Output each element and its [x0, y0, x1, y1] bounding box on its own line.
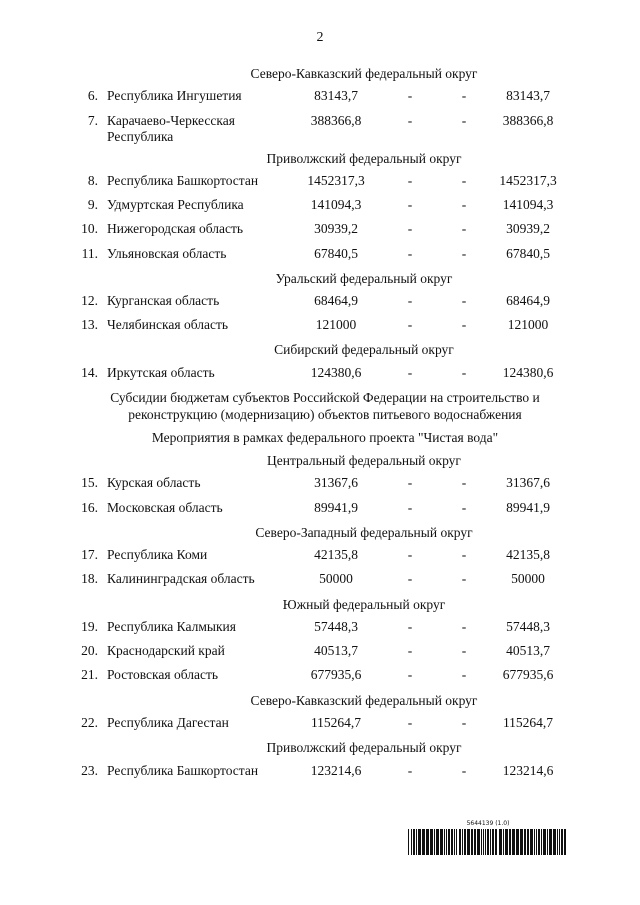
row-number: 12.	[81, 293, 98, 309]
row-number: 16.	[81, 499, 98, 515]
row-number: 6.	[87, 88, 98, 104]
page-number: 2	[316, 30, 324, 45]
row-number: 14.	[81, 364, 98, 380]
table-row	[0, 760, 640, 784]
dash-cell: -	[461, 364, 467, 380]
subsidy-amount: 57448,3	[314, 618, 358, 634]
dash-cell: -	[407, 499, 413, 515]
dash-cell: -	[461, 475, 467, 491]
region-name: Республика Коми	[107, 547, 208, 563]
dash-cell: -	[461, 317, 467, 333]
dash-cell: -	[407, 112, 413, 128]
subsidy-amount: 31367,6	[314, 475, 358, 491]
total-amount: 42135,8	[506, 547, 550, 563]
row-number: 13.	[81, 317, 98, 333]
subsidy-amount: 1452317,3	[307, 172, 365, 188]
subsidy-amount: 123214,6	[310, 762, 362, 778]
dash-cell: -	[407, 197, 413, 213]
table-row	[0, 362, 640, 386]
dash-cell: -	[407, 475, 413, 491]
subsidy-amount: 30939,2	[314, 221, 358, 237]
row-number: 17.	[81, 547, 98, 563]
total-amount: 57448,3	[506, 618, 550, 634]
region-name: Иркутская область	[107, 364, 215, 380]
dash-cell: -	[461, 618, 467, 634]
subsidy-amount: 89941,9	[314, 499, 358, 515]
table-row	[0, 616, 640, 640]
dash-cell: -	[461, 499, 467, 515]
region-name: Челябинская область	[107, 317, 229, 333]
row-number: 8.	[87, 172, 98, 188]
barcode-icon	[408, 829, 568, 855]
table-row	[0, 664, 640, 688]
table-row	[0, 712, 640, 736]
district-heading: Северо-Кавказский федеральный округ	[250, 66, 478, 81]
total-amount: 124380,6	[502, 364, 554, 380]
region-name: Республика Башкортостан	[107, 762, 259, 778]
row-number: 20.	[81, 643, 98, 659]
dash-cell: -	[461, 667, 467, 683]
row-number: 23.	[81, 762, 98, 778]
subsidy-amount: 141094,3	[310, 197, 362, 213]
dash-cell: -	[461, 643, 467, 659]
region-name: Московская область	[107, 499, 223, 515]
total-amount: 50000	[511, 571, 545, 587]
total-amount: 83143,7	[506, 88, 550, 104]
subsidy-amount: 50000	[319, 571, 353, 587]
region-name: Республика Калмыкия	[107, 618, 236, 634]
dash-cell: -	[407, 547, 413, 563]
subsidy-amount: 42135,8	[314, 547, 358, 563]
district-heading: Северо-Западный федеральный округ	[255, 524, 473, 540]
dash-cell: -	[407, 293, 413, 309]
total-amount: 89941,9	[506, 499, 550, 515]
table-row	[0, 194, 640, 218]
dash-cell: -	[461, 245, 467, 261]
region-name: Ростовская область	[107, 667, 218, 683]
subsidy-amount: 677935,6	[310, 667, 362, 683]
row-number: 7.	[87, 112, 98, 128]
region-name: Республика Дагестан	[107, 714, 229, 730]
district-heading: Северо-Кавказский федеральный округ	[250, 692, 478, 708]
region-name: Нижегородская область	[107, 221, 244, 237]
region-name: Республика Ингушетия	[107, 88, 242, 104]
table-row	[0, 497, 640, 521]
subsidy-amount: 388366,8	[310, 112, 362, 128]
dash-cell: -	[461, 293, 467, 309]
total-amount: 141094,3	[502, 197, 554, 213]
dash-cell: -	[407, 571, 413, 587]
dash-cell: -	[461, 88, 467, 104]
dash-cell: -	[407, 172, 413, 188]
table-row	[0, 85, 640, 109]
dash-cell: -	[407, 762, 413, 778]
total-amount: 67840,5	[506, 245, 550, 261]
table-row	[0, 568, 640, 592]
dash-cell: -	[461, 197, 467, 213]
table-row	[0, 544, 640, 568]
region-name: Калининградская область	[107, 571, 255, 587]
subsidy-amount: 40513,7	[314, 643, 358, 659]
total-amount: 31367,6	[506, 475, 550, 491]
table-row	[0, 243, 640, 267]
dash-cell: -	[407, 245, 413, 261]
subsidy-amount: 83143,7	[314, 88, 358, 104]
document-barcode	[408, 820, 568, 855]
district-heading: Приволжский федеральный округ	[266, 740, 462, 756]
dash-cell: -	[407, 317, 413, 333]
row-number: 19.	[81, 618, 98, 634]
subsidy-amount: 115264,7	[310, 714, 362, 730]
dash-cell: -	[461, 221, 467, 237]
total-amount: 40513,7	[506, 643, 550, 659]
table-row	[0, 110, 640, 147]
dash-cell: -	[461, 172, 467, 188]
region-name: Ульяновская область	[107, 245, 227, 261]
barcode-label: 5644139 (1.0)	[466, 820, 510, 827]
row-number: 9.	[87, 197, 98, 213]
region-name: Курская область	[107, 475, 201, 491]
total-amount: 68464,9	[506, 293, 550, 309]
dash-cell: -	[407, 364, 413, 380]
region-name: Республика Башкортостан	[107, 172, 259, 188]
dash-cell: -	[407, 714, 413, 730]
total-amount: 388366,8	[502, 112, 554, 128]
subsidy-table	[0, 62, 640, 784]
subsidy-amount: 121000	[315, 317, 357, 333]
total-amount: 677935,6	[502, 667, 554, 683]
total-amount: 123214,6	[502, 762, 554, 778]
total-amount: 121000	[507, 317, 549, 333]
dash-cell: -	[461, 571, 467, 587]
dash-cell: -	[407, 643, 413, 659]
total-amount: 115264,7	[502, 714, 554, 730]
region-name: Краснодарский край	[107, 643, 225, 659]
table-row	[0, 472, 640, 496]
table-row	[0, 170, 640, 194]
dash-cell: -	[461, 112, 467, 128]
row-number: 15.	[81, 475, 98, 491]
region-name: Удмуртская Республика	[107, 197, 244, 213]
dash-cell: -	[461, 762, 467, 778]
table-row	[0, 314, 640, 338]
region-name: Курганская область	[107, 293, 220, 309]
dash-cell: -	[461, 714, 467, 730]
dash-cell: -	[407, 88, 413, 104]
row-number: 22.	[81, 714, 98, 730]
total-amount: 30939,2	[506, 221, 550, 237]
section-heading: Субсидии бюджетам субъектов Российской Федерации на строительство и реконструкцию (модернизацию) объектов питьевого водоснабжения	[110, 390, 540, 423]
dash-cell: -	[407, 221, 413, 237]
district-heading: Сибирский федеральный округ	[274, 342, 454, 358]
row-number: 21.	[81, 667, 98, 683]
subsidy-amount: 67840,5	[314, 245, 358, 261]
district-heading: Уральский федеральный округ	[275, 270, 453, 286]
subsidy-amount: 124380,6	[310, 364, 362, 380]
section-heading: Мероприятия в рамках федерального проекта "Чистая вода"	[151, 430, 499, 446]
total-amount: 1452317,3	[499, 172, 557, 188]
row-number: 10.	[81, 221, 98, 237]
subsidy-amount: 68464,9	[314, 293, 358, 309]
table-row	[0, 640, 640, 664]
table-row	[0, 290, 640, 314]
region-name: Карачаево-Черкесская Республика	[107, 112, 235, 144]
dash-cell: -	[407, 667, 413, 683]
row-number: 11.	[81, 245, 98, 261]
district-heading: Приволжский федеральный округ	[266, 150, 462, 166]
table-row	[0, 218, 640, 242]
district-heading: Центральный федеральный округ	[267, 453, 461, 469]
district-heading: Южный федеральный округ	[282, 596, 446, 612]
dash-cell: -	[407, 618, 413, 634]
dash-cell: -	[461, 547, 467, 563]
row-number: 18.	[81, 571, 98, 587]
